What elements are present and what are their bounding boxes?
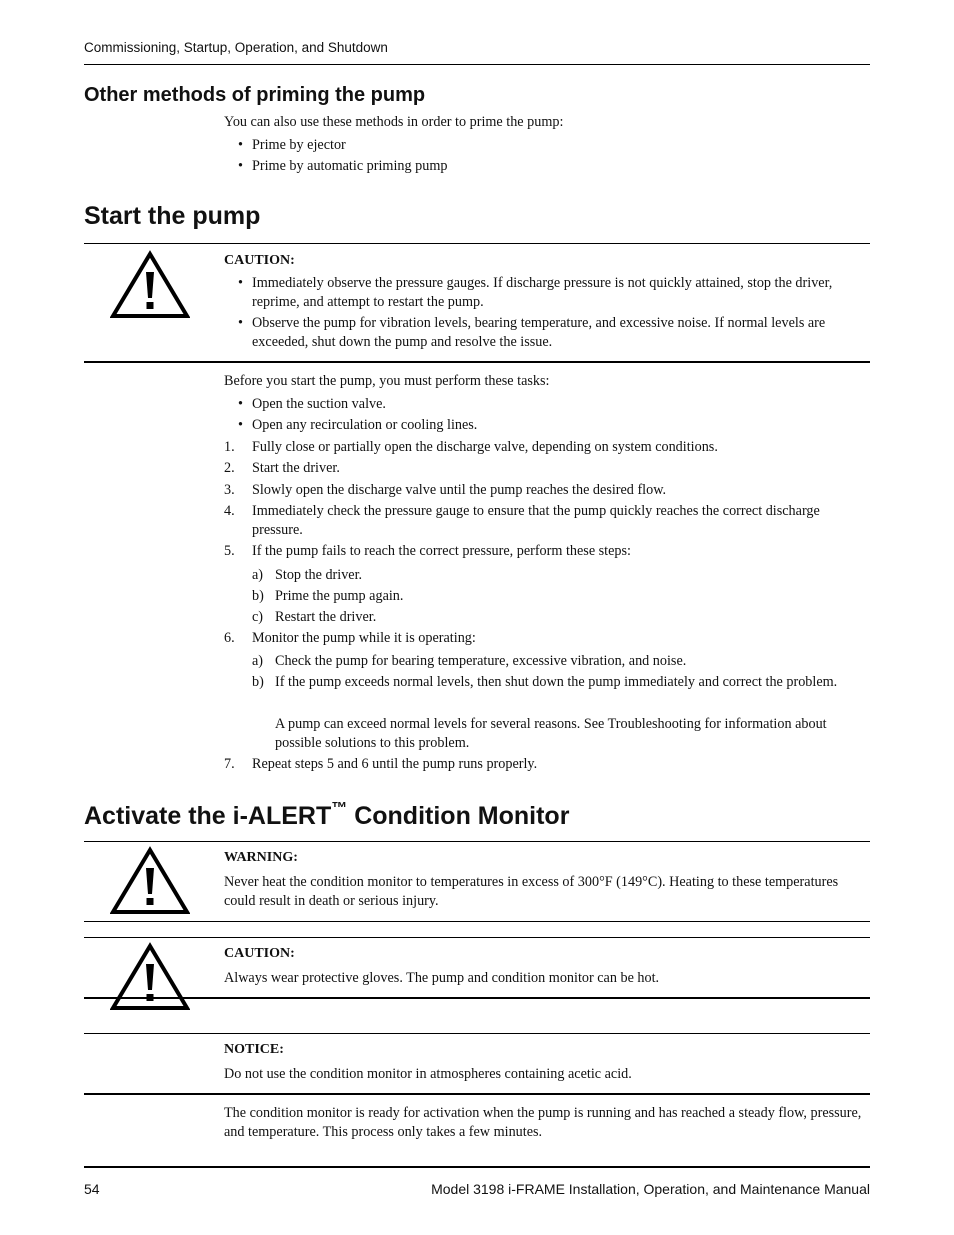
start-intro: Before you start the pump, you must perform these tasks: xyxy=(224,373,550,389)
notice-text: Do not use the condition monitor in atmospheres containing acetic acid. xyxy=(224,1066,632,1082)
header-rule xyxy=(84,64,870,65)
manual-title: Model 3198 i-FRAME Installation, Operation, and Maintenance Manual xyxy=(431,1181,870,1197)
warning-triangle-icon xyxy=(110,250,190,320)
priming-heading: Other methods of priming the pump xyxy=(84,84,426,106)
caution-list xyxy=(238,274,870,352)
warning-top-rule xyxy=(84,841,870,842)
step6-note: A pump can exceed normal levels for several reasons. See Troubleshooting for information about possible solutions to this problem. xyxy=(275,716,827,751)
warning-bottom-rule xyxy=(84,921,870,922)
warning-triangle-icon xyxy=(110,942,190,1012)
list-item: • Open the suction valve. xyxy=(238,396,386,412)
start-heading: Start the pump xyxy=(84,202,261,230)
substep-item: b) If the pump exceeds normal levels, then shut down the pump immediately and correct the problem. xyxy=(252,674,838,690)
notice-top-rule xyxy=(84,1033,870,1034)
notice-label: NOTICE: xyxy=(224,1042,284,1057)
substep-item: a) Stop the driver. xyxy=(252,567,363,583)
list-item: • Open any recirculation or cooling lines. xyxy=(238,417,478,433)
priming-intro: You can also use these methods in order to prime the pump: xyxy=(224,114,564,130)
caution-top-rule xyxy=(84,243,870,244)
list-item: • Prime by automatic priming pump xyxy=(238,158,448,174)
running-header: Commissioning, Startup, Operation, and Shutdown xyxy=(84,40,388,55)
step-item: 3. Slowly open the discharge valve until the pump reaches the desired flow. xyxy=(224,482,667,498)
substep-item: a) Check the pump for bearing temperature, excessive vibration, and noise. xyxy=(252,653,687,669)
list-item: • Observe the pump for vibration levels, bearing temperature, and excessive noise. If normal levels are exceeded, shut down the pump and resolve the issue. xyxy=(238,315,826,350)
start-tasks xyxy=(238,395,870,435)
caution-label: CAUTION: xyxy=(224,253,295,268)
caution-bottom-rule xyxy=(84,361,870,363)
page-number: 54 xyxy=(84,1181,100,1197)
caution2-label: CAUTION: xyxy=(224,946,295,961)
caution2-bottom-rule xyxy=(84,997,870,999)
warning-triangle-icon xyxy=(110,846,190,916)
priming-methods xyxy=(238,136,870,176)
caution2-top-rule xyxy=(84,937,870,938)
step-item: 6. Monitor the pump while it is operating: xyxy=(224,630,476,646)
step-item: 1. Fully close or partially open the discharge valve, depending on system conditions. xyxy=(224,439,718,455)
list-item: • Prime by ejector xyxy=(238,137,346,153)
activate-heading: Activate the i-ALERT™ Condition Monitor xyxy=(84,800,570,830)
step-item: 7. Repeat steps 5 and 6 until the pump runs properly. xyxy=(224,756,538,772)
warning-label: WARNING: xyxy=(224,850,298,865)
step-item: 4. Immediately check the pressure gauge to ensure that the pump quickly reaches the correct discharge pressure. xyxy=(224,503,820,538)
warning-text: Never heat the condition monitor to temperatures in excess of 300°F (149°C). Heating to these temperatures could result in death or serious injury. xyxy=(224,874,839,909)
substep-item: c) Restart the driver. xyxy=(252,609,377,625)
step-item: 2. Start the driver. xyxy=(224,460,340,476)
substep-item: b) Prime the pump again. xyxy=(252,588,404,604)
step-item: 5. If the pump fails to reach the correct pressure, perform these steps: xyxy=(224,543,631,559)
list-item: • Immediately observe the pressure gauges. If discharge pressure is not quickly attained, stop the driver, reprime, and attempt to restart the pump. xyxy=(238,275,833,310)
footer-rule xyxy=(84,1166,870,1168)
caution2-text: Always wear protective gloves. The pump and condition monitor can be hot. xyxy=(224,970,660,986)
notice-bottom-rule xyxy=(84,1093,870,1095)
activate-body: The condition monitor is ready for activation when the pump is running and has reached a steady flow, pressure, and temperature. This process only takes a few minutes. xyxy=(224,1105,862,1140)
